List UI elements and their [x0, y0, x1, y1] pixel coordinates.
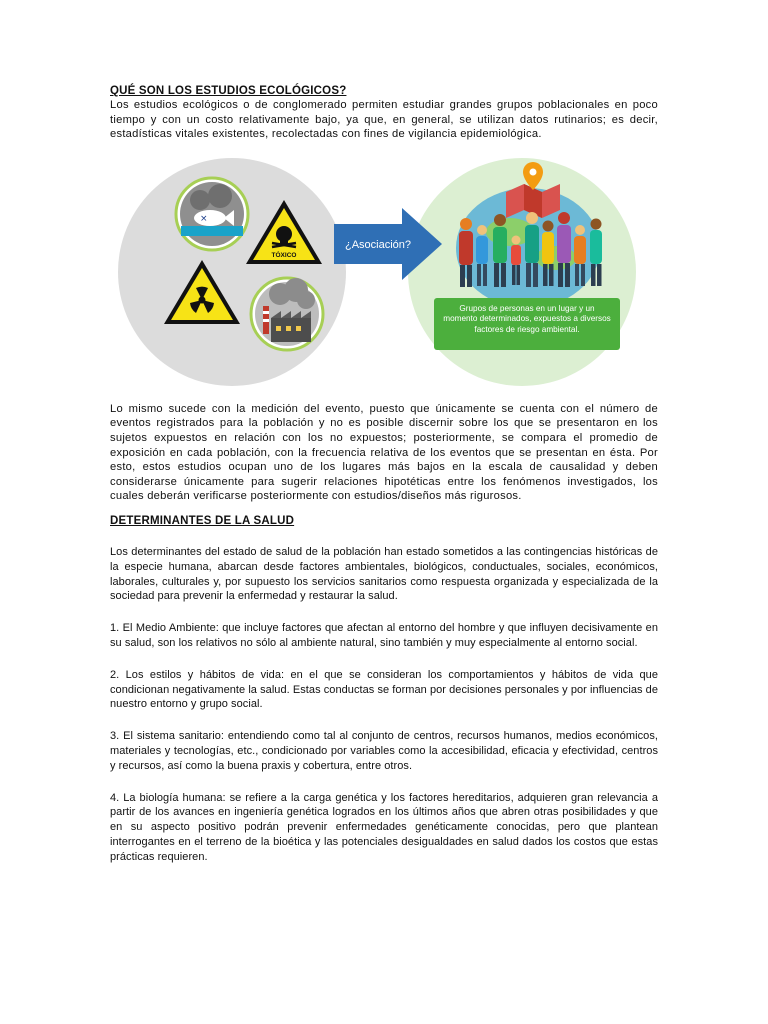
toxic-label: TÓXICO [271, 251, 297, 259]
list-item: 1. El Medio Ambiente: que incluye factores que afectan al entorno del hombre y que influyen decisivamente en su salud, son los relativos no sólo al ambiente natural, sino también y muy especialmente al entorno social. [110, 622, 658, 649]
figure-illustration [110, 148, 658, 396]
document-page [110, 84, 658, 864]
list-item: 4. La biología humana: se refiere a la carga genética y los factores hereditarios, adquieren gran relevancia a partir de los avances en ingeniería genética logrados en los últimos años que abren otras posibilidades y que en su aspecto positivo podrán prevenir enfermedades genéticamente conocidas, pero que plantean interrogantes en el terreno de la bioética y las potenciales desigualdades en salud dados los costos que estas prácticas requieren. [110, 791, 658, 863]
list-item: 3. El sistema sanitario: entendiendo como tal al conjunto de centros, recursos humanos, medios económicos, materiales y tecnologías, etc., condicionado por variables como la accesibilidad, eficacia y efectividad, centros y recursos, así como la buena praxis y cobertura, entre otros. [110, 730, 658, 772]
determinantes-intro-paragraph: Los determinantes del estado de salud de la población han estado sometidos a las contingencias históricas de la especie humana, abarcan desde factores ambientales, biológicos, conductuales, sociales, económicos, laborales, culturales y, por supuesto los servicios sanitarios como respuesta organizada y especializada de la sociedad para prevenir la enfermedad y restaurar la salud. [110, 545, 658, 603]
ecological-study-figure [110, 148, 658, 396]
arrow-label: ¿Asociación? [344, 238, 412, 251]
exposure-paragraph: Lo mismo sucede con la medición del evento, puesto que únicamente se cuenta con el número de eventos registrados para la población y no es posible discernir sobre los que se presentaron en los sujetos expuestos en relación con los no expuestos; posteriormente, se compara el promedio de exposición en cada población, con la frecuencia relativa de los eventos que se presentan en ésta. Por esto, estos estudios ocupan uno de los lugares más bajos en la escala de causalidad y deben considerarse únicamente para sugerir relaciones hipotéticas entre los fenómenos investigados, los cuales deberán verificarse posteriormente con estudios/diseños más rigurosos. [110, 402, 658, 503]
list-item: 2. Los estilos y hábitos de vida: en el que se consideran los comportamientos y hábitos de vida que condicionan negativamente la salud. Estas conductas se forman por decisiones personales y por influencias de nuestro entorno y grupo social. [110, 668, 658, 711]
intro-paragraph: Los estudios ecológicos o de conglomerado permiten estudiar grandes grupos poblacionales en poco tiempo y con un costo relativamente bajo, ya que, en general, se utilizan datos rutinarios; es decir, estadísticas vitales existentes, recolectadas con fines de vigilancia epidemiológica. [110, 99, 658, 141]
factory-smoke-icon [251, 278, 323, 350]
section-title-estudios-ecologicos: QUÉ SON LOS ESTUDIOS ECOLÓGICOS? [110, 85, 347, 97]
polluted-water-fish-icon [176, 178, 248, 250]
section-title-determinantes: DETERMINANTES DE LA SALUD [110, 514, 295, 527]
green-box-text: Grupos de personas en un lugar y un momento determinados, expuestos a diversos factores de riesgo ambiental. [443, 303, 611, 334]
svg-text:×: × [200, 213, 208, 224]
